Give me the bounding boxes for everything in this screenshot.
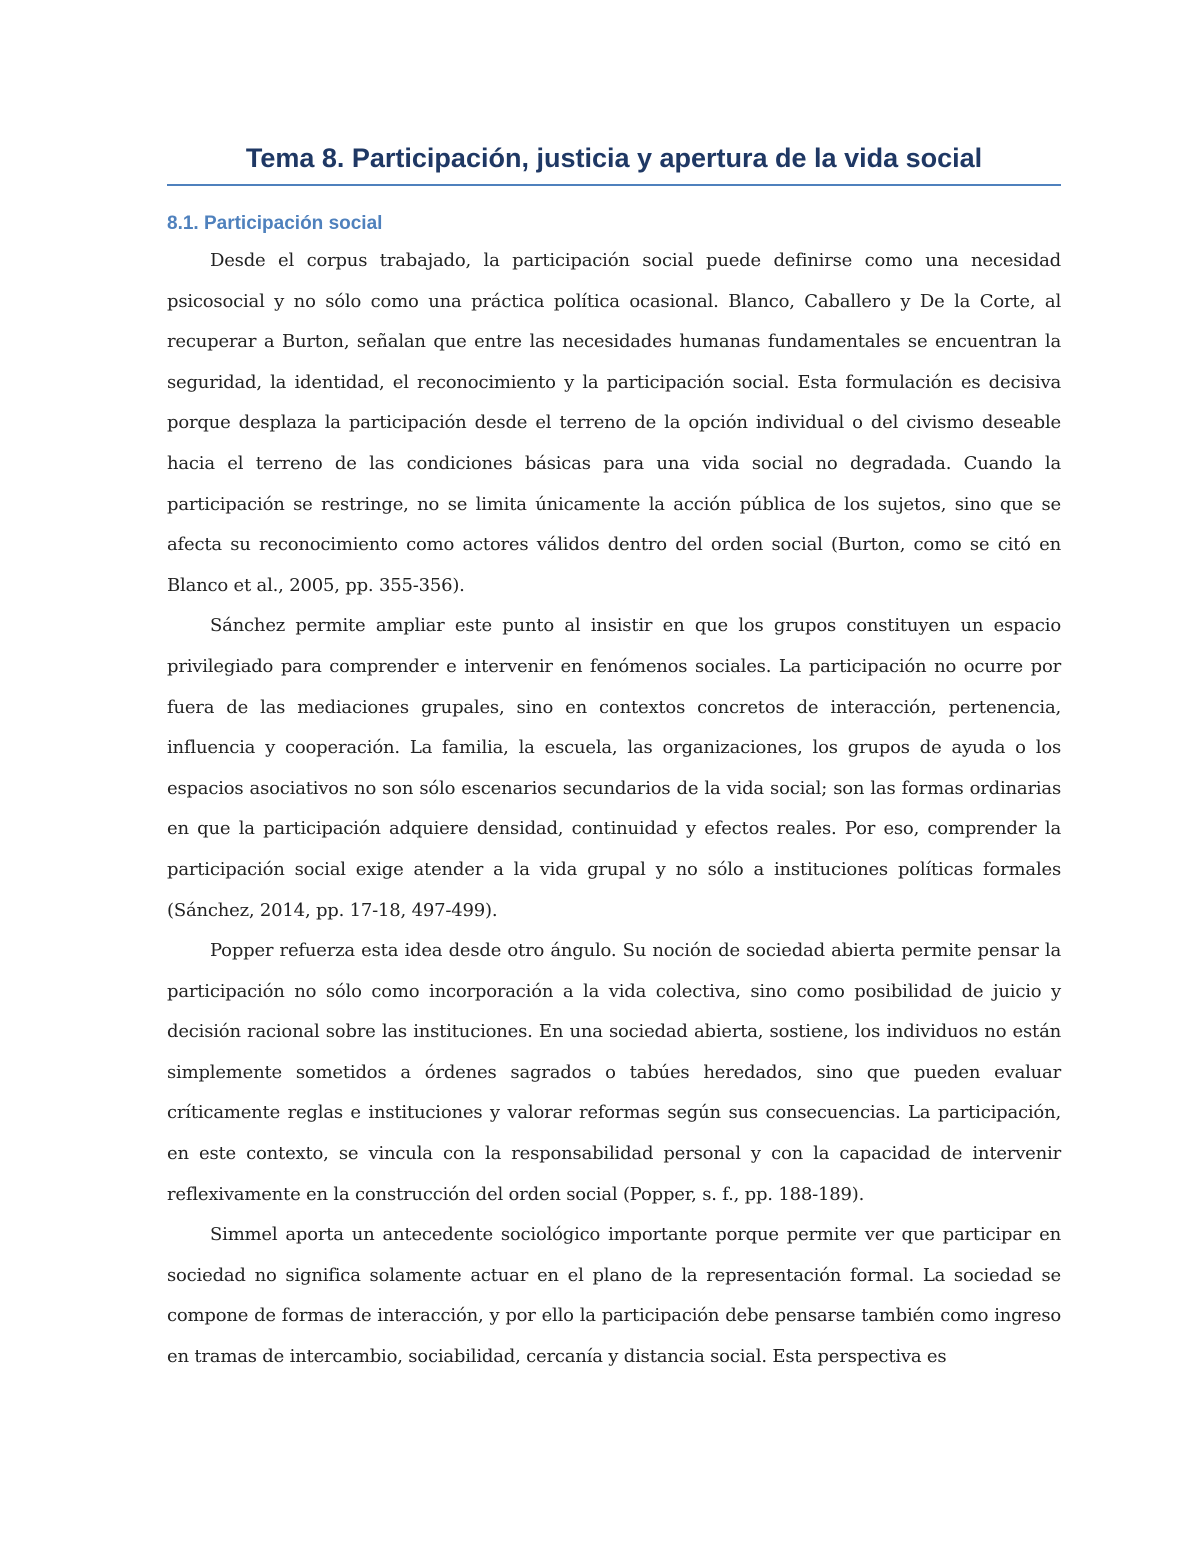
paragraph: Desde el corpus trabajado, la participación social puede definirse como una necesidad psicosocial y no sólo como una práctica política ocasional. Blanco, Caballero y De la Corte, al recuperar a Burton, señalan que entre las necesidades humanas fundamentales se encuentran la seguridad, la identidad, el reconocimiento y la participación social. Esta formulación es decisiva porque desplaza la participación desde el terreno de la opción individual o del civismo deseable hacia el terreno de las condiciones básicas para una vida social no degradada. Cuando la participación se restringe, no se limita únicamente la acción pública de los sujetos, sino que se afecta su reconocimiento como actores válidos dentro del orden social (Burton, como se citó en Blanco et al., 2005, pp. 355-356). bbox=[167, 250, 1061, 596]
paragraph: Simmel aporta un antecedente sociológico importante porque permite ver que participar en sociedad no significa solamente actuar en el plano de la representación formal. La sociedad se compone de formas de interacción, y por ello la participación debe pensarse también como ingreso en tramas de intercambio, sociabilidad, cercanía y distancia social. Esta perspectiva es bbox=[167, 1224, 1061, 1368]
paragraph: Sánchez permite ampliar este punto al insistir en que los grupos constituyen un espacio privilegiado para comprender e intervenir en fenómenos sociales. La participación no ocurre por fuera de las mediaciones grupales, sino en contextos concretos de interacción, pertenencia, influencia y cooperación. La familia, la escuela, las organizaciones, los grupos de ayuda o los espacios asociativos no son sólo escenarios secundarios de la vida social; son las formas ordinarias en que la participación adquiere densidad, continuidad y efectos reales. Por eso, comprender la participación social exige atender a la vida grupal y no sólo a instituciones políticas formales (Sánchez, 2014, pp. 17-18, 497-499). bbox=[167, 615, 1061, 921]
section-heading: 8.1. Participación social bbox=[167, 213, 383, 234]
page-content bbox=[167, 138, 1061, 1378]
page-title: Tema 8. Participación, justicia y apertura de la vida social bbox=[167, 138, 1061, 186]
paragraph: Popper refuerza esta idea desde otro ángulo. Su noción de sociedad abierta permite pensar la participación no sólo como incorporación a la vida colectiva, sino como posibilidad de juicio y decisión racional sobre las instituciones. En una sociedad abierta, sostiene, los individuos no están simplemente sometidos a órdenes sagrados o tabúes heredados, sino que pueden evaluar críticamente reglas e instituciones y valorar reformas según sus consecuencias. La participación, en este contexto, se vincula con la responsabilidad personal y con la capacidad de intervenir reflexivamente en la construcción del orden social (Popper, s. f., pp. 188-189). bbox=[167, 940, 1061, 1205]
